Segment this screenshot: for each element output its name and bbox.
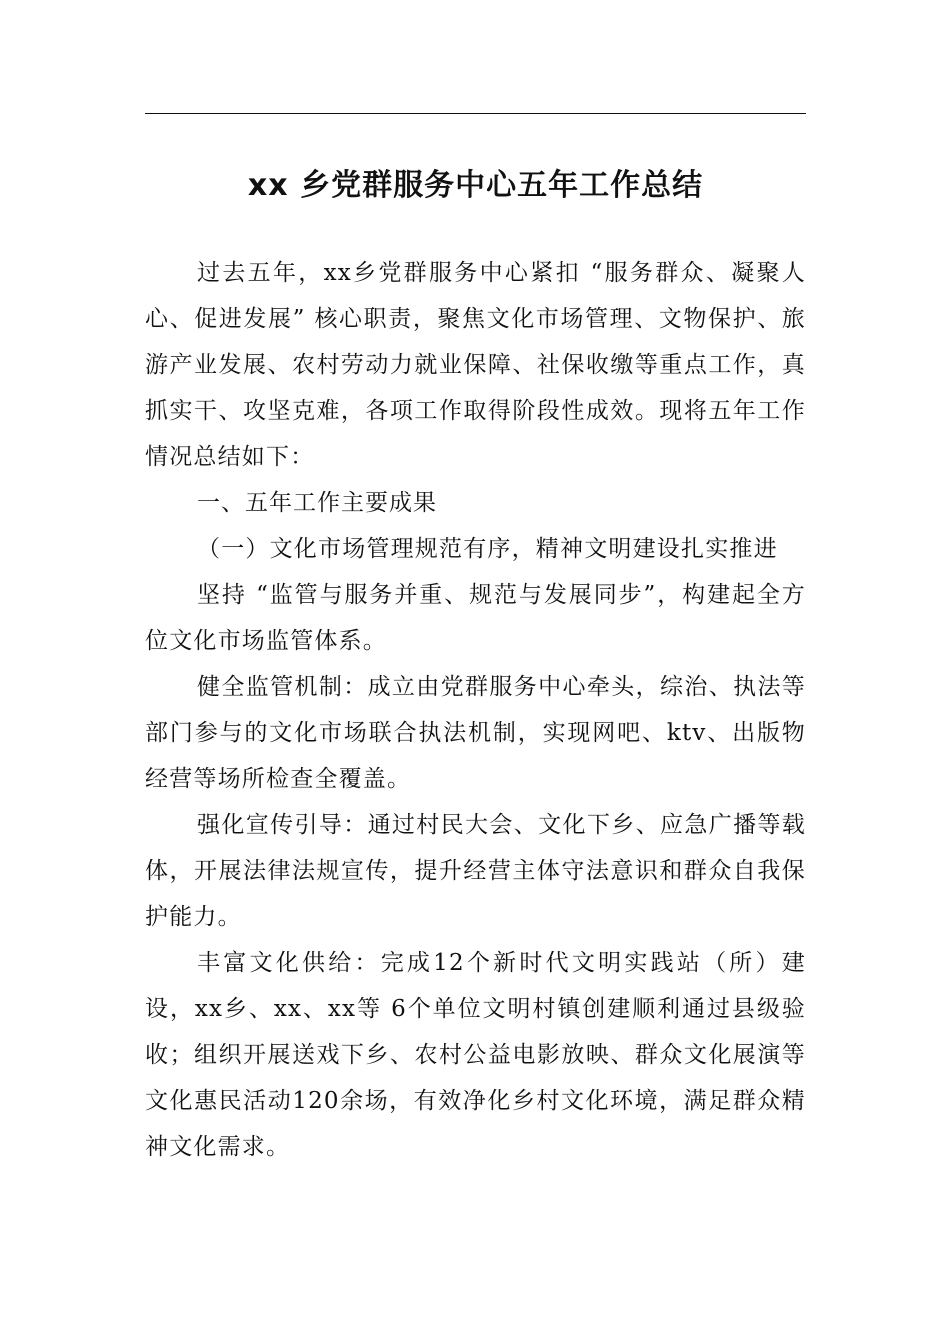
document-body	[145, 250, 806, 1170]
body-paragraph: 健全监管机制：成立由党群服务中心牵头，综治、执法等部门参与的文化市场联合执法机制，实现网吧、ktv、出版物经营等场所检查全覆盖。	[145, 674, 806, 792]
intro-paragraph: 过去五年，xx乡党群服务中心紧扣 “服务群众、凝聚人心、促进发展” 核心职责，聚焦文化市场管理、文物保护、旅游产业发展、农村劳动力就业保障、社保收缴等重点工作，真抓实干、攻坚克难，各项工作取得阶段性成效。现将五年工作情况总结如下：	[145, 260, 806, 470]
header-rule	[145, 113, 806, 114]
subsection-heading: （一）文化市场管理规范有序，精神文明建设扎实推进	[197, 536, 778, 562]
body-paragraph: 坚持 “监管与服务并重、规范与发展同步”，构建起全方位文化市场监管体系。	[145, 582, 806, 654]
section-heading: 一、五年工作主要成果	[197, 490, 437, 516]
body-paragraph: 丰富文化供给：完成12个新时代文明实践站（所）建设，xx乡、xx、xx等 6个单位文明村镇创建顺利通过县级验收；组织开展送戏下乡、农村公益电影放映、群众文化展演等文化惠民活动120余场，有效净化乡村文化环境，满足群众精神文化需求。	[145, 950, 806, 1160]
document-title: xx 乡党群服务中心五年工作总结	[247, 168, 704, 203]
body-paragraph: 强化宣传引导：通过村民大会、文化下乡、应急广播等载体，开展法律法规宣传，提升经营主体守法意识和群众自我保护能力。	[145, 812, 806, 930]
